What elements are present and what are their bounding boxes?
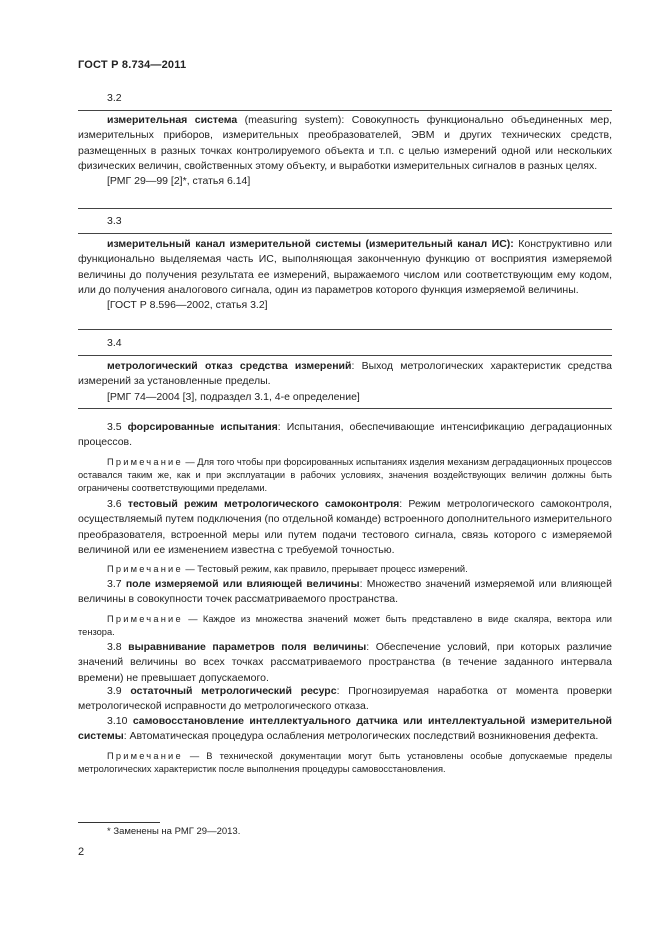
term-number-3-2: 3.2 bbox=[107, 92, 122, 104]
term-definition-3-9: 3.9 остаточный метрологический ресурс: Прогнозируемая наработка от момента проверки метрологической исправности до метрологического отказа. bbox=[78, 685, 613, 713]
term-title-3-8: выравнивание параметров поля величины bbox=[128, 641, 367, 653]
term-definition-3-5: 3.5 форсированные испытания: Испытания, обеспечивающие интенсификацию деградационных процессов. bbox=[78, 421, 613, 449]
term-title-3-4: метрологический отказ средства измерений bbox=[107, 360, 352, 372]
term-title-3-9: остаточный метрологический ресурс bbox=[130, 685, 337, 697]
note-3-5: Примечание — Для того чтобы при форсированных испытаниях изделия механизм деградационных процессов оставался таким же, как и при эксплуатации в рабочих условиях, значения воздействующих величин должны быть ограничены соответствующими пределами. bbox=[78, 456, 612, 494]
term-number-3-4: 3.4 bbox=[107, 337, 122, 349]
term-box-3-2 bbox=[78, 110, 612, 209]
term-title-3-3: измерительный канал измерительной системы (измерительный канал ИС): bbox=[107, 238, 514, 250]
term-title-3-2: измерительная система bbox=[107, 114, 238, 126]
term-definition-3-8: 3.8 выравнивание параметров поля величины: Обеспечение условий, при которых различие значений величины во всех точках рассматриваемого пространства (в течение заданного интервала времени) не превышает допускаемого. bbox=[78, 641, 612, 684]
term-definition-3-10: 3.10 самовосстановление интеллектуального датчика или интеллектуальной измерительной системы: Автоматическая процедура ослабления метрологических последствий возникновения дефекта. bbox=[78, 715, 612, 743]
footnote-divider bbox=[78, 822, 160, 823]
term-title-3-5: форсированные испытания bbox=[127, 421, 278, 433]
term-section-3-6 bbox=[78, 497, 612, 576]
note-3-7: Примечание — Каждое из множества значений может быть представлено в виде скаляра, вектора или тензора. bbox=[78, 613, 612, 637]
term-section-3-8 bbox=[78, 640, 612, 686]
term-section-3-9 bbox=[78, 684, 612, 715]
note-3-10: Примечание — В технической документации могут быть установлены особые допускаемые пределы метрологических характеристик после выполнения процедуры самовосстановления. bbox=[78, 750, 612, 774]
page-number: 2 bbox=[78, 846, 85, 858]
term-section-3-5 bbox=[78, 420, 612, 495]
term-reference-3-4: [РМГ 74—2004 [3], подраздел 3.1, 4-е определение] bbox=[107, 390, 360, 403]
footnote: * Заменены на РМГ 29—2013. bbox=[107, 826, 241, 837]
term-definition-3-4: метрологический отказ средства измерений: Выход метрологических характеристик средства измерений за установленные пределы. bbox=[78, 360, 612, 388]
term-title-3-7: поле измеряемой или влияющей величины bbox=[125, 578, 360, 590]
term-section-3-10 bbox=[78, 714, 612, 776]
term-definition-3-6: 3.6 тестовый режим метрологического самоконтроля: Режим метрологического самоконтроля, осуществляемый путем подключения (по отдельной команде) встроенного дополнительного измерительного преобразователя, встроенной меры или путем подачи тестового сигнала, связь которого с измеряемой величиной или ее изменением известна с требуемой точностью. bbox=[78, 498, 612, 556]
note-3-6: Примечание — Тестовый режим, как правило, прерывает процесс измерений. bbox=[107, 564, 468, 575]
term-definition-3-7: 3.7 поле измеряемой или влияющей величины: Множество значений измеряемой или влияющей величины в совокупности точек рассматриваемого пространства. bbox=[78, 578, 612, 606]
term-box-3-3 bbox=[78, 233, 612, 330]
document-header: ГОСТ Р 8.734—2011 bbox=[78, 59, 187, 71]
term-number-3-3: 3.3 bbox=[107, 215, 122, 227]
term-title-3-6: тестовый режим метрологического самоконтроля bbox=[127, 498, 400, 510]
term-box-3-4 bbox=[78, 355, 612, 409]
term-reference-3-3: [ГОСТ Р 8.596—2002, статья 3.2] bbox=[107, 299, 268, 312]
term-definition-3-3: измерительный канал измерительной системы (измерительный канал ИС): Конструктивно или функционально выделяемая часть ИС, выполняющая законченную функцию от восприятия измеряемой величины до получения результата ее измерений, выражаемого числом или соответствующим ему кодом, или до получения аналогового сигнала, один из параметров которого функция измеряемой величины. bbox=[78, 238, 612, 296]
term-reference-3-2: [РМГ 29—99 [2]*, статья 6.14] bbox=[107, 175, 251, 188]
term-section-3-7 bbox=[78, 577, 612, 639]
term-definition-3-2: измерительная система (measuring system): Совокупность функционально объединенных мер, измерительных приборов, измерительных преобразователей, ЭВМ и других технических средств, размещенных в разных точках контролируемого объекта и т.п. с целью измерений одной или нескольких физических величин, свойственных этому объекту, и выработки измерительных сигналов в разных целях. bbox=[78, 114, 612, 172]
term-title-3-10: самовосстановление интеллектуального датчика или интеллектуальной измерительной системы bbox=[78, 715, 612, 743]
